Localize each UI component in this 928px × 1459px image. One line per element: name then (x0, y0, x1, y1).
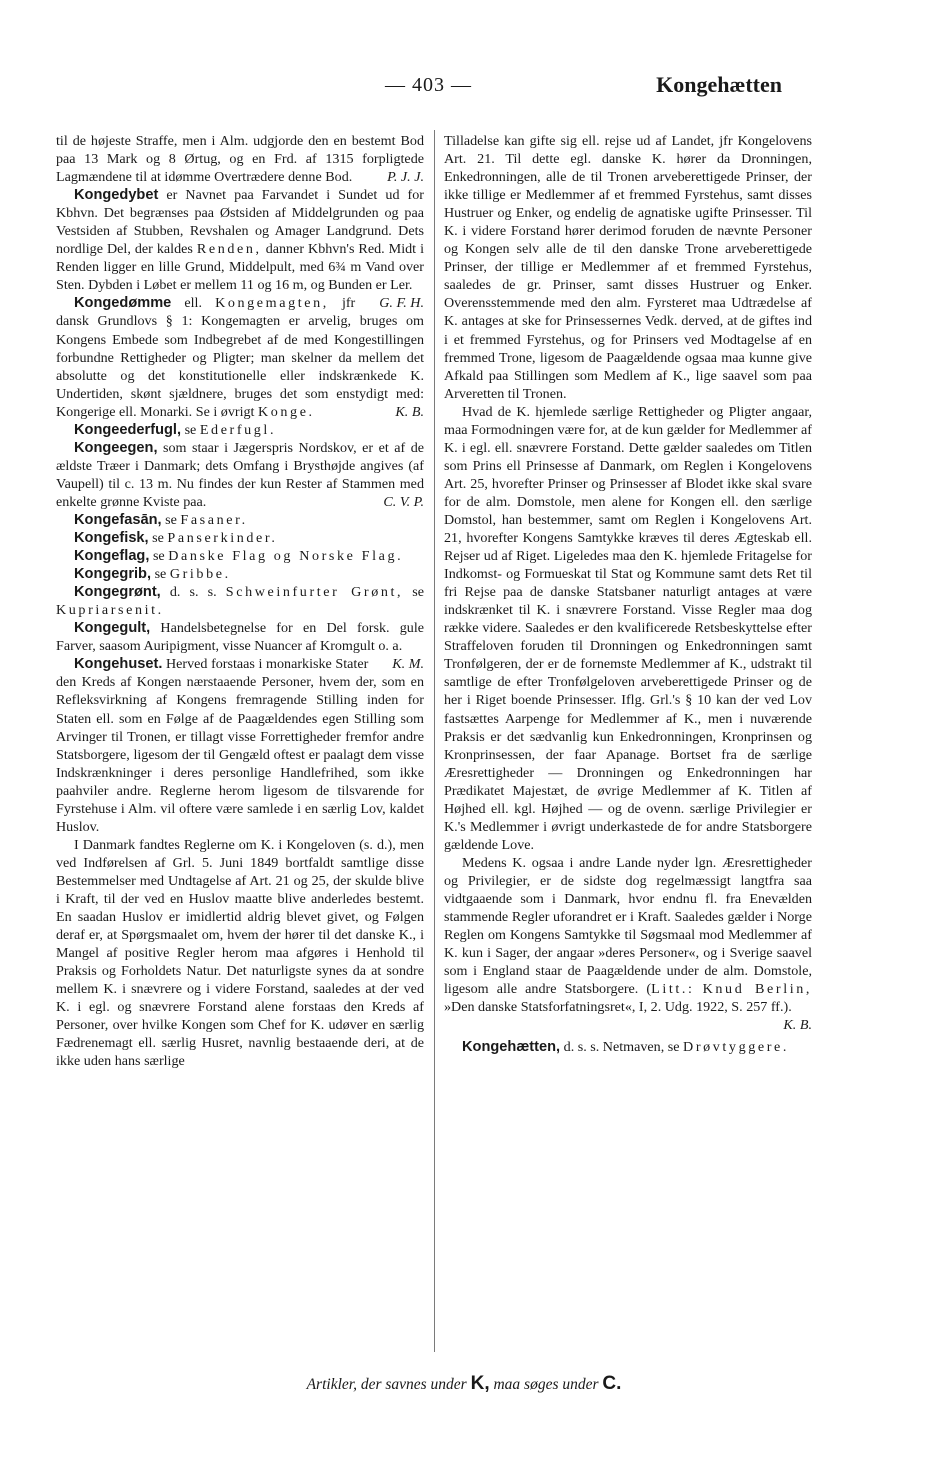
entry-headword: Kongeederfugl, (74, 421, 182, 438)
cross-reference: Kupriarsenit. (56, 602, 164, 619)
footer-letter-k: K, (470, 1373, 490, 1394)
entry-kongeederfugl (56, 421, 424, 439)
page-footer-note (0, 1373, 928, 1395)
entry-text: se (154, 566, 167, 583)
paragraph-text: Medens K. ogsaa i andre Lande nyder lgn. Æresrettigheder og Privilegier, er de sidste dog regelmæssigt langtfra saa vidtgaaende som i Danmark, hvor endnu fl. fra Enevælden stammende Regler uforandret er i Kraft. Saaledes gælder i Norge Reglen om Kongens Samtykke til Søgsmaal mod Medlemmer af K. kun i Sager, der angaar »deres Personer«, og i Sverige saavel som i England staar de Paagældende under de alm. Domstole, ligesom alle andre Statsborgere. ( (444, 854, 812, 998)
entry-kongehuset (56, 655, 424, 835)
entry-text: jfr dansk Grundlovs § 1: Kongemagten er arvelig, bruges om Kongens Embede som Indbegrebet af de med Kongestillingen forbundne Rettigheder og Pligter; man skelner da mellem det absolutte og det konstitutionelle eller indskrænkede K. Undertiden, skønt sjældnere, bruges det som enstydigt med: Kongerige ell. Monarki. Se i øvrigt (56, 295, 424, 420)
entry-text: Handelsbetegnelse for en Del forsk. gule Farver, saasom Auripigment, visse Nuancer af Kromgult o. a. (56, 620, 424, 655)
cross-reference: Fasaner. (180, 511, 248, 528)
author-signature: K. B. (783, 1017, 812, 1034)
entry-kongehaetten (444, 1038, 812, 1056)
paragraph (444, 854, 812, 1016)
entry-headword: Kongefasān, (74, 511, 162, 528)
right-column (444, 132, 812, 1056)
entry-text: danner Kbhvn's Red. Midt i Renden ligger en lille Grund, Middelpult, med 6¾ m Vand over Sten. Dybden i Løbet er mellem 11 og 16 m, og Bunden er Ler. (56, 241, 424, 294)
entry-text: d. s. s. (169, 584, 217, 601)
entry-text: se (412, 584, 424, 601)
entry-kongegrib (56, 565, 424, 583)
entry-kongeegen (56, 439, 424, 511)
paragraph: Hvad de K. hjemlede særlige Rettigheder og Pligter angaar, maa Formodningen være for, at de kun gælder for Medlemmer af K. i egl. ell. snævrere Forstand. Dette gælder saaledes om Titlen som Prins ell Prinsesse af Danmark, om Reglen i Kongelovens Art. 25, hvorefter Prinser og Prinsesser af Blodet ikke skal svare for de alm. Domstole, men alene for Kongen ell. den særlige Domstol, han bestemmer, samt om Reglen i Kongelovens Art. 21, hvorefter Kongens Samtykke kræves til deres Ægteskab ell. Rejser ud af Riget. Ligeledes maa den K. hjemlede Fritagelse for Indkomst- og Formueskat til Stat og Kommune samt dets Ret til fri Rejse paa de danske Statsbaner naturligt antages at være indskrænket til K. i snævrere Forstand. Visse Regler maa dog række videre. Saaledes er den kvalificerede Retsbeskyttelse efter Straffeloven foruden til Dronningen og Enkedronningen samt Tronfølgeren, der er de fornemste Medlemmer af K., udstrakt til samtlige de efter Tronfølgeloven arveberettigede Prinser og de her i Riget boende Prinsesser. Iflg. Grl.'s § 10 kan der ved Lov fastsættes Aarpenge for Medlemmer af K., men i nuværende Praksis er det sædvanlig kun Enkedronningen, Kronprinsen og Kronprinsessen, der faar Apanage. Bortset fra de særlige Æresrettigheder — Dronningen og Enkedronningen har Prædikatet Majestæt, de øvrige Medlemmer af K. Titlen af Højhed ell. kgl. Højhed — og de ovenn. særlige Privilegier er K.'s Medlemmer i øvrigt underkastede de for andre Statsborgere gældende Love. (444, 403, 812, 853)
entry-headword: Kongeegen, (74, 439, 158, 456)
entry-headword: Kongegrib, (74, 566, 152, 583)
paragraph-continued (56, 132, 424, 186)
entry-text: se (165, 511, 177, 528)
page-header (0, 72, 928, 102)
column-divider (434, 130, 435, 1352)
footer-text: Artikler, der savnes under (306, 1376, 467, 1393)
entry-text: d. s. s. Netmaven, se (563, 1039, 680, 1056)
literature-label: Litt.: (651, 981, 695, 998)
entry-text: som staar i Jægerspris Nordskov, er et af de ældste Træer i Danmark; dets Omfang i Brysthøjde angives (af Vaupell) til c. 13 m. Nu findes der kun Rester af Stammen med enkelte grønne Kviste paa. (56, 439, 425, 510)
entry-kongeflag (56, 547, 424, 565)
entry-kongedomme (56, 294, 424, 420)
entry-headword: Kongehuset. (74, 656, 163, 673)
entry-text: se (152, 530, 164, 547)
entry-text: er Navnet paa Farvandet i Sundet ud for Kbhvn. Det begrænses paa Østsiden af Middelgrunden og paa Vestsiden af Stubben, Revshalen og Amager Landgrund. Dets nordlige Del, der kaldes (56, 187, 424, 258)
cross-reference: Drøvtyggere. (683, 1039, 789, 1056)
entry-headword: Kongegrønt, (74, 584, 161, 601)
page-number: — 403 — (385, 74, 472, 96)
entry-headword: Kongeflag, (74, 548, 150, 565)
entry-text: Herved forstaas i monarkiske Stater den Kreds af Kongen nærstaaende Personer, hvem der, som en Refleksvirkning af Kongens fremragende Stilling inden for Staten ell. som en Følge af de Paagældendes egen Stilling som Arvinger til Tronen, er tillagt visse Forrettigheder fremfor andre Statsborgere, ligesom der til Gengæld oftest er paalagt dem visse Indskrænkninger i deres personlige Handlefrihed, som ikke paahviler andre. Reglerne herom ligesom de tilsvarende for Fyrstehuse i Alm. vil oftere være samlede i en særlig Lov, kaldet Huslov. (56, 656, 424, 835)
entry-kongefisk (56, 529, 424, 547)
paragraph-text: til de højeste Straffe, men i Alm. udgjorde den en bestemt Bod paa 13 Mark og 8 Ørtug, og en Frd. af 1315 forpligtede Lagmændene til at idømme Overtrædere denne Bod. (56, 133, 424, 186)
literature-text: »Den danske Statsforfatningsret«, I, 2. Udg. 1922, S. 257 ff.). (444, 999, 792, 1016)
spaced-term: Renden, (196, 241, 262, 258)
cross-reference: Panserkinder. (167, 530, 278, 547)
cross-reference: Ederfugl. (199, 421, 277, 438)
entry-headword: Kongedømme (74, 295, 172, 312)
entry-text: se (152, 548, 165, 565)
author-signature: C. V. P. (383, 493, 424, 510)
left-column (56, 132, 424, 1070)
entry-text: ell. (184, 295, 202, 312)
cross-reference: Konge. (257, 403, 315, 420)
entry-headword: Kongehætten, (462, 1039, 561, 1056)
author-signature: K. M. (392, 656, 424, 673)
spaced-term: Schweinfurter Grønt, (225, 584, 404, 601)
cross-reference: Danske Flag og Norske Flag. (168, 548, 404, 565)
paragraph: I Danmark fandtes Reglerne om K. i Kongeloven (s. d.), men ved Indførelsen af Grl. 5. Juni 1849 bortfaldt samtlige disse Bestemmelser med Undtagelse af Art. 21 og 25, der skulde blive i Kraft, til der ved en Huslov maatte blive anderledes bestemt. En saadan Huslov er imidlertid aldrig blevet givet, og Følgen deraf er, at Spørgsmaalet om, hvem der hører til det danske K., i Mangel af positive Regler herom maa afgøres i Henhold til Praksis og Forholdets Natur. Det naturligste synes da at sondre mellem K. i snævrere og i videre Forstand, saaledes at der ved K. i egl. og snævrere Forstand alene forstaas den Kreds af Personer, over hvilke Kongen som Chef for K. udøver en særlig Fædrenemagt ell. særlig Husret, navnlig bestaaende deri, at de ikke uden hans særlige (56, 836, 424, 1070)
entry-kongefasan (56, 511, 424, 529)
cross-reference: Gribbe. (169, 566, 231, 583)
entry-headword: Kongegult, (74, 620, 151, 637)
author-signature: P. J. J. (387, 169, 424, 186)
entry-text: se (184, 421, 197, 438)
paragraph-continued: Tilladelse kan gifte sig ell. rejse ud af Landet, jfr Kongelovens Art. 21. Til dette egl. danske K. hører da Dronningen, Enkedronningen, alle de til Tronen arveberettigede Prinser, der ikke tillige er Medlemmer af et fremmed Fyrstehus, samt disses Hustruer og Enker, og endelig de agnatiske ugifte Prinsesser. Til K. i videre Forstand hører derimod foruden de nævnte Personer og Kongen selv alle de til den danske Trone arveberettigede Prinser, der tillige er Medlemmer af et fremmed Fyrstehus, saaledes de gr. Prinser, samt disses Hustruer og Enker. Overensstemmende med den alm. Fyrsteret maa Udtrædelse af K. antages at ske for Prinsessernes Vedk. derved, at de giftes ind i et fremmed Fyrstehus, og for Prinsers ved Modtagelse af en fremmed Trone, ligesom de Paagældende ogsaa maa kunne give Afkald paa Stillingen som Medlem af K., lige saavel som paa Arveretten til Tronen. (444, 133, 812, 402)
author-signature: K. B. (395, 403, 424, 420)
running-head: Kongehætten (656, 72, 782, 97)
entry-kongegront (56, 583, 424, 619)
footer-letter-c: C. (602, 1373, 622, 1394)
footer-text: maa søges under (493, 1376, 599, 1393)
spaced-term: Kongemagten, (215, 295, 329, 312)
entry-headword: Kongedybet (74, 187, 159, 204)
entry-headword: Kongefisk, (74, 530, 149, 547)
author-signature: G. F. H. (379, 295, 424, 312)
literature-author: Knud Berlin, (702, 981, 812, 998)
